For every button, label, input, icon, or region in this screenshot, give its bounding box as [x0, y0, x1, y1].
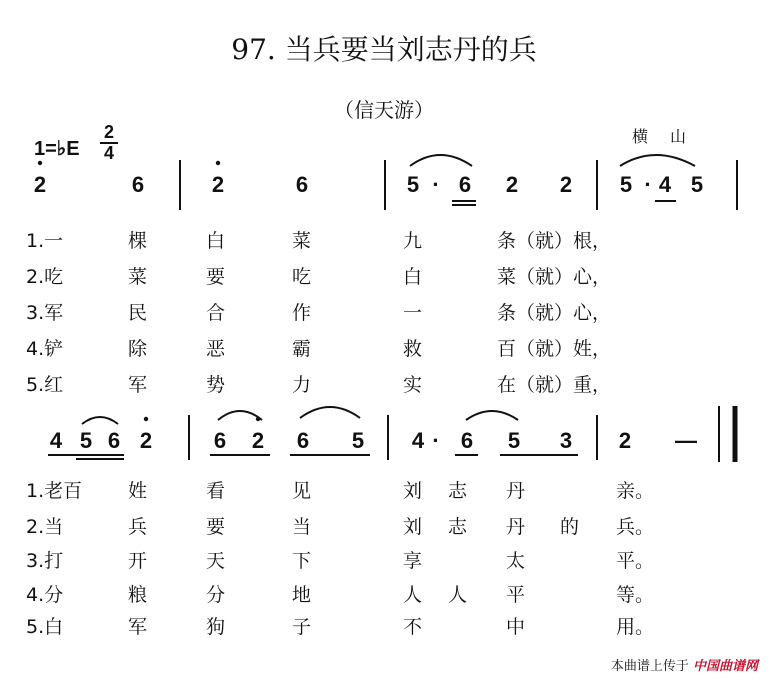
lyric: 作	[292, 302, 312, 324]
lyric: 3.打	[26, 550, 64, 572]
lyric: 中	[506, 616, 526, 638]
note: 5	[507, 428, 521, 453]
lyric: 看	[206, 480, 226, 502]
dot: ·	[432, 428, 440, 453]
note: 6	[296, 428, 310, 453]
lyric: 合	[206, 302, 226, 324]
lyric: 天	[206, 550, 226, 572]
lyric: 九	[403, 230, 423, 252]
lyric: 白	[403, 266, 423, 288]
lyric: 菜	[128, 266, 148, 288]
region-label: 横山	[632, 127, 709, 146]
slur	[300, 407, 360, 418]
lyric: 实	[403, 374, 423, 396]
lyric: 5.红	[26, 374, 64, 396]
lyric: 志	[448, 480, 468, 502]
note: 5	[619, 172, 633, 197]
note: 2	[505, 172, 519, 197]
note: 2	[618, 428, 632, 453]
lyric: 分	[206, 584, 226, 606]
lyric: 条（就）根，	[497, 230, 612, 252]
slur	[410, 155, 472, 166]
time-signature-top: 2	[103, 122, 114, 142]
lyric: 兵	[128, 516, 148, 538]
lyric: 亲。	[616, 480, 655, 502]
lyric: 3.军	[26, 302, 64, 324]
lyric: 菜	[292, 230, 312, 252]
note: 5	[79, 428, 93, 453]
lyric: 平	[506, 584, 526, 606]
note: 5	[351, 428, 365, 453]
note: 6	[460, 428, 474, 453]
lyric: 太	[506, 550, 526, 572]
key-signature: 1=♭E	[34, 138, 80, 160]
time-signature-bottom: 4	[103, 143, 114, 163]
footer-credit	[611, 655, 758, 674]
octave-dot-high	[216, 161, 220, 165]
note: 5	[406, 172, 420, 197]
lyric: 子	[292, 616, 312, 638]
slur	[82, 417, 118, 424]
lyric: 刘	[403, 516, 423, 538]
lyric: 恶	[206, 338, 226, 360]
lyric: 除	[128, 338, 148, 360]
lyric: 棵	[128, 230, 148, 252]
lyric: 2.当	[26, 516, 64, 538]
lyric: 白	[206, 230, 226, 252]
lyric: 救	[403, 338, 423, 360]
lyric: 下	[292, 550, 312, 572]
lyric: 丹	[506, 480, 526, 502]
lyric: 等。	[616, 584, 655, 606]
lyric: 军	[128, 374, 148, 396]
lyric: 2.吃	[26, 266, 64, 288]
song-genre: （信天游）	[334, 98, 434, 122]
note: 2	[211, 172, 225, 197]
note: 6	[458, 172, 472, 197]
lyric: 兵。	[616, 516, 655, 538]
lyric: 的	[560, 516, 580, 538]
lyric: 百（就）姓，	[497, 338, 612, 360]
slur	[466, 411, 518, 420]
note: 2	[139, 428, 153, 453]
note: 6	[295, 172, 309, 197]
lyric: 在（就）重，	[497, 374, 612, 396]
note: 5	[690, 172, 704, 197]
lyric: 当	[292, 516, 312, 538]
slur	[218, 411, 262, 420]
lyric: 地	[292, 584, 312, 606]
lyric: 用。	[616, 616, 655, 638]
lyric: 霸	[292, 338, 312, 360]
note: 2	[33, 172, 47, 197]
note: 4	[49, 428, 63, 453]
note: 3	[559, 428, 573, 453]
lyric: 军	[128, 616, 148, 638]
lyric: 5.白	[26, 616, 64, 638]
note: 2	[251, 428, 265, 453]
lyric: 一	[403, 302, 423, 324]
lyric: 刘	[403, 480, 423, 502]
octave-dot-high	[256, 417, 260, 421]
lyric: 平。	[616, 550, 655, 572]
note: 4	[658, 172, 672, 197]
lyric: 力	[292, 374, 312, 396]
lyric: 开	[128, 550, 148, 572]
octave-dot-high	[38, 161, 42, 165]
lyric: 吃	[292, 266, 312, 288]
dot: ·	[432, 172, 440, 197]
note: 6	[213, 428, 227, 453]
dot: ·	[644, 172, 652, 197]
lyric: 姓	[128, 480, 148, 502]
lyric: 狗	[206, 616, 226, 638]
octave-dot-high	[144, 417, 148, 421]
note: 2	[559, 172, 573, 197]
note: 4	[411, 428, 425, 453]
hold-dash: —	[675, 428, 697, 453]
site-logo-text[interactable]: 中国曲谱网	[692, 659, 758, 674]
lyric: 4.分	[26, 584, 64, 606]
lyric: 享	[403, 550, 423, 572]
lyric: 见	[292, 480, 312, 502]
lyric: 要	[206, 516, 226, 538]
slur	[620, 155, 695, 166]
page-title: 97. 当兵要当刘志丹的兵	[231, 33, 537, 66]
lyric: 条（就）心，	[497, 302, 612, 324]
lyric: 志	[448, 516, 468, 538]
lyric: 1.老百	[26, 480, 83, 502]
lyric: 要	[206, 266, 226, 288]
lyric: 丹	[506, 516, 526, 538]
lyric: 1.一	[26, 230, 64, 252]
lyric: 民	[128, 302, 148, 324]
lyric: 4.铲	[26, 338, 64, 360]
footer-prefix: 本曲谱上传于	[610, 659, 689, 674]
lyric: 人	[448, 584, 468, 606]
lyric: 人	[403, 584, 423, 606]
lyric: 不	[403, 616, 423, 638]
lyric: 势	[206, 374, 226, 396]
lyric: 菜（就）心，	[497, 266, 612, 288]
note: 6	[131, 172, 145, 197]
lyric: 粮	[128, 584, 148, 606]
note: 6	[107, 428, 121, 453]
